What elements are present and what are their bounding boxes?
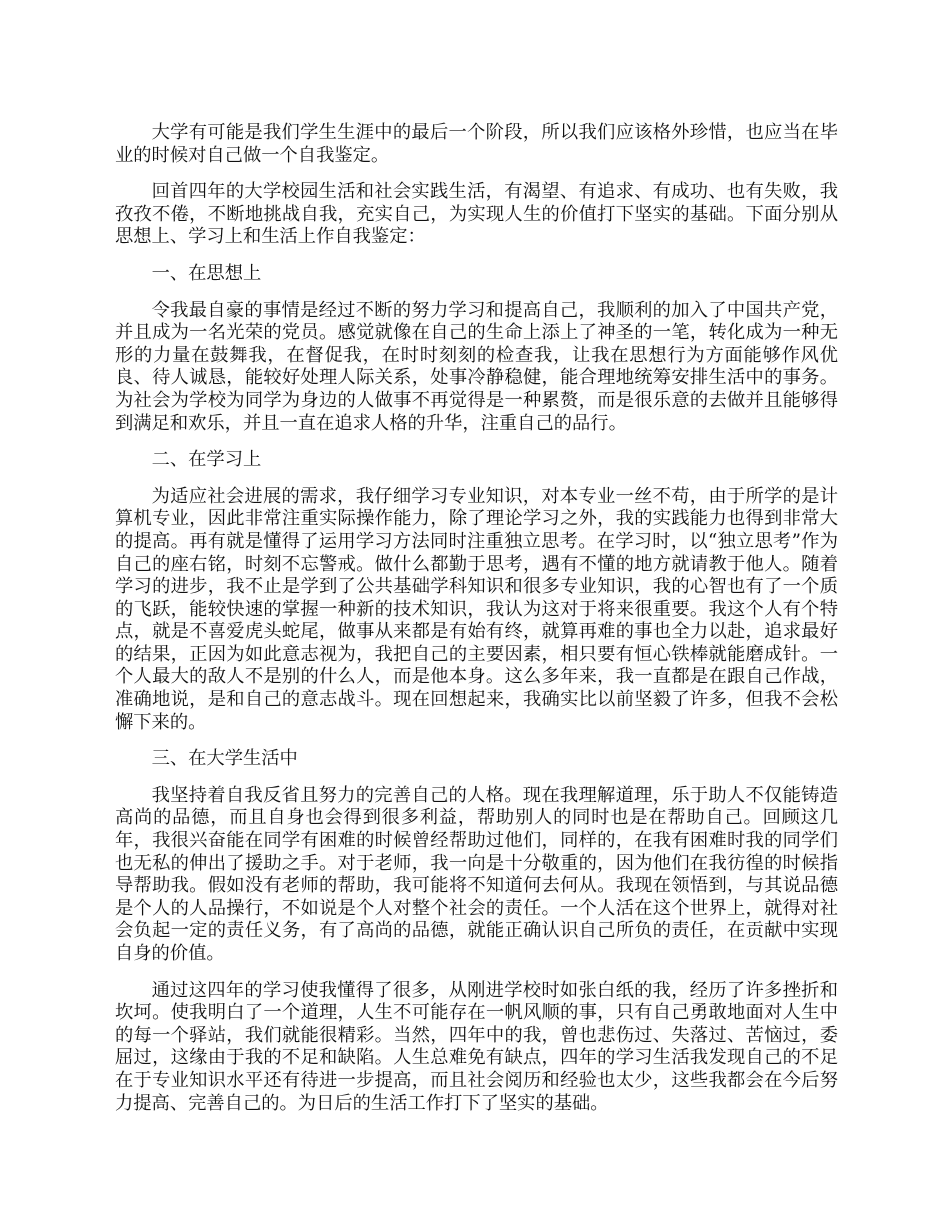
paragraph-conclusion: 通过这四年的学习使我懂得了很多，从刚进学校时如张白纸的我，经历了许多挫折和坎坷。使我明白了一个道理，人生不可能存在一帆风顺的事，只有自己勇敢地面对人生中的每一个驿站，我们就能很精彩。当然，四年中的我，曾也悲伤过、失落过、苦恼过，委屈过，这缘由于我的不足和缺陷。人生总难免有缺点，四年的学习生活我发现自己的不足在于专业知识水平还有待进一步提高，而且社会阅历和经验也太少，这些我都会在今后努力提高、完善自己的。为日后的生活工作打下了坚实的基础。 [115, 979, 838, 1114]
paragraph-overview: 回首四年的大学校园生活和社会实践生活，有渴望、有追求、有成功、也有失败，我孜孜不倦，不断地挑战自我，充实自己，为实现人生的价值打下坚实的基础。下面分别从思想上、学习上和生活上作自我鉴定： [115, 181, 838, 248]
section-heading-life: 三、在大学生活中 [151, 748, 298, 770]
section-heading-study: 二、在学习上 [151, 449, 262, 471]
paragraph-life: 我坚持着自我反省且努力的完善自己的人格。现在我理解道理，乐于助人不仅能铸造高尚的品德，而且自身也会得到很多利益，帮助别人的同时也是在帮助自己。回顾这几年，我很兴奋能在同学有困难的时候曾经帮助过他们，同样的，在我有困难时我的同学们也无私的伸出了援助之手。对于老师，我一向是十分敬重的，因为他们在我彷徨的时候指导帮助我。假如没有老师的帮助，我可能将不知道何去何从。我现在领悟到，与其说品德是个人的人品操行，不如说是个人对整个社会的责任。一个人活在这个世界上，就得对社会负起一定的责任义务，有了高尚的品德，就能正确认识自己所负的责任，在贡献中实现自身的价值。 [115, 784, 838, 964]
section-heading-thought: 一、在思想上 [151, 262, 262, 284]
paragraph-study: 为适应社会进展的需求，我仔细学习专业知识，对本专业一丝不苟，由于所学的是计算机专业，因此非常注重实际操作能力，除了理论学习之外，我的实践能力也得到非常大的提高。再有就是懂得了运用学习方法同时注重独立思考。在学习时，以“独立思考”作为自己的座右铭，时刻不忘警戒。做什么都勤于思考，遇有不懂的地方就请教于他人。随着学习的进步，我不止是学到了公共基础学科知识和很多专业知识，我的心智也有了一个质的飞跃，能较快速的掌握一种新的技术知识，我认为这对于将来很重要。我这个人有个特点，就是不喜爱虎头蛇尾，做事从来都是有始有终，就算再难的事也全力以赴，追求最好的结果，正因为如此意志视为，我把自己的主要因素，相只要有恒心铁棒就能磨成针。一个人最大的敌人不是别的什么人，而是他本身。这么多年来，我一直都是在跟自己作战，准确地说，是和自己的意志战斗。现在回想起来，我确实比以前坚毅了许多，但我不会松懈下来的。 [115, 485, 838, 733]
paragraph-intro: 大学有可能是我们学生生涯中的最后一个阶段，所以我们应该格外珍惜，也应当在毕业的时候对自己做一个自我鉴定。 [115, 122, 838, 166]
paragraph-thought: 令我最自豪的事情是经过不断的努力学习和提高自己，我顺利的加入了中国共产党，并且成为一名光荣的党员。感觉就像在自己的生命上添上了神圣的一笔，转化成为一种无形的力量在鼓舞我，在督促我，在时时刻刻的检查我，让我在思想行为方面能够作风优良、待人诚恳，能较好处理人际关系，处事冷静稳健，能合理地统筹安排生活中的事务。为社会为学校为同学为身边的人做事不再觉得是一种累赘，而是很乐意的去做并且能够得到满足和欢乐，并且一直在追求人格的升华，注重自己的品行。 [115, 299, 838, 434]
